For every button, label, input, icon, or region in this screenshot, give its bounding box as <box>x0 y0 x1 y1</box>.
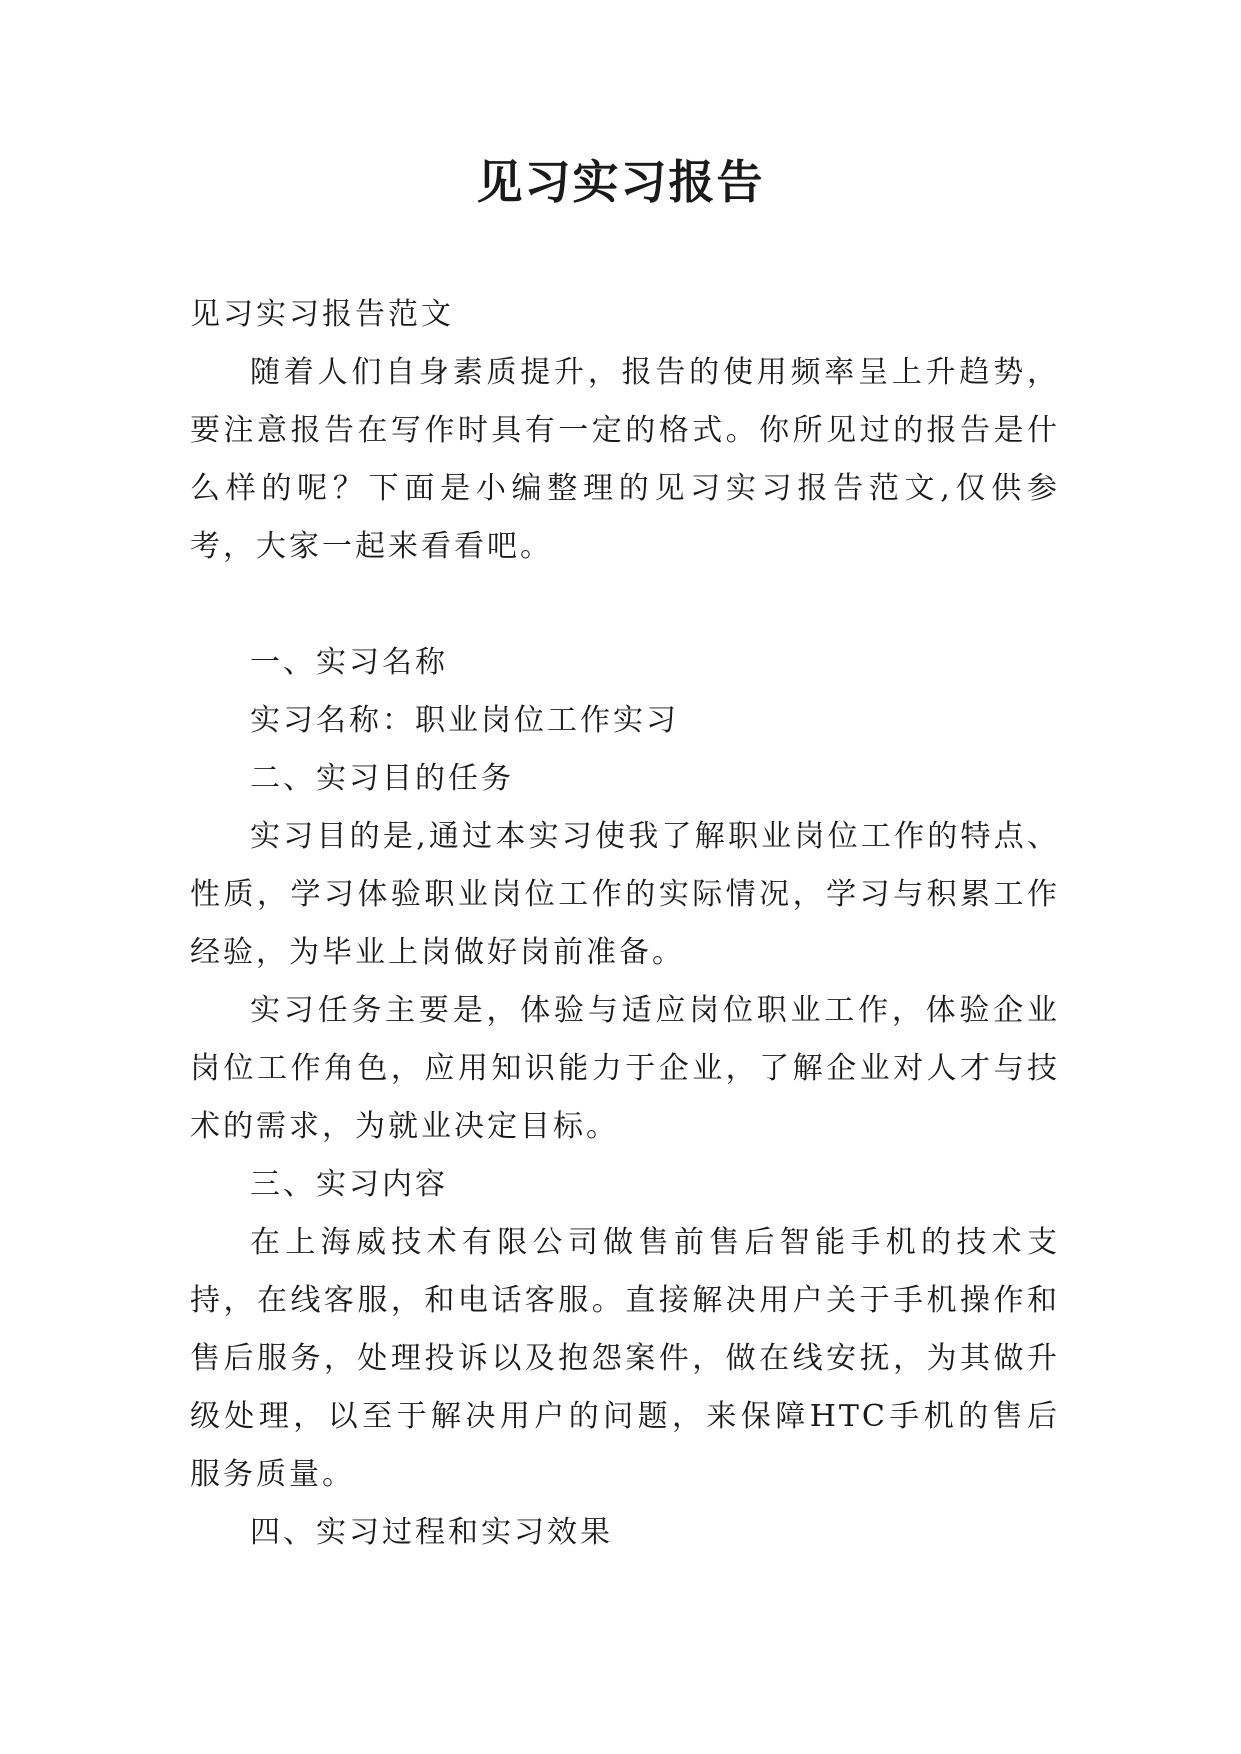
document-title: 见习实习报告 <box>476 155 765 209</box>
content-paragraph: 在上海威技术有限公司做售前售后智能手机的技术支持，在线客服，和电话客服。直接解决用户关于手机操作和售后服务，处理投诉以及抱怨案件，做在线安抚，为其做升级处理，以至于解决用户的问题，来保障HTC手机的售后服务质量。 <box>190 1225 1060 1492</box>
task-paragraph: 实习任务主要是，体验与适应岗位职业工作，体验企业岗位工作角色，应用知识能力于企业，了解企业对人才与技术的需求，为就业决定目标。 <box>190 993 1060 1144</box>
purpose-paragraph: 实习目的是,通过本实习使我了解职业岗位工作的特点、性质，学习体验职业岗位工作的实际情况，学习与积累工作经验，为毕业上岗做好岗前准备。 <box>190 819 1060 970</box>
intro-paragraph: 随着人们自身素质提升，报告的使用频率呈上升趋势，要注意报告在写作时具有一定的格式。你所见过的报告是什么样的呢？下面是小编整理的见习实习报告范文,仅供参考，大家一起来看看吧。 <box>190 355 1060 564</box>
section-heading-4: 四、实习过程和实习效果 <box>250 1515 613 1550</box>
section-heading-2: 二、实习目的任务 <box>250 761 514 796</box>
section-heading-1: 一、实习名称 <box>250 645 448 680</box>
document-body <box>190 286 1060 1562</box>
document-subtitle: 见习实习报告范文 <box>190 297 454 332</box>
section-heading-3: 三、实习内容 <box>250 1167 448 1202</box>
internship-name-paragraph: 实习名称：职业岗位工作实习 <box>250 703 679 738</box>
paragraph-spacer <box>190 576 1060 634</box>
